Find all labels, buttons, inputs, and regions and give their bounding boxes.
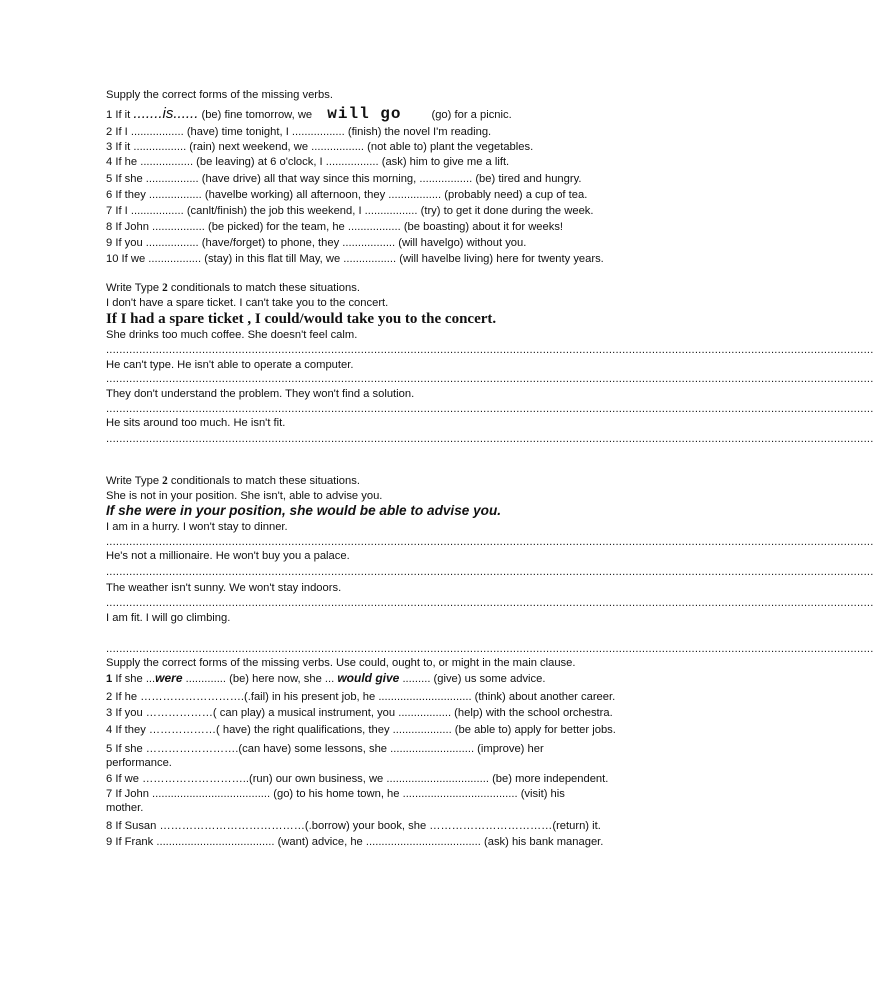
- s3-situation-4: I am fit. I will go climbing.: [106, 612, 231, 624]
- s2-example-answer: If I had a spare ticket , I could/would take you to the concert.: [106, 311, 497, 327]
- heading-pre: Write Type: [106, 475, 163, 487]
- answer-line[interactable]: ........................................................................................................................................................................................................................................: [106, 643, 874, 655]
- section2-heading: [106, 281, 360, 295]
- s2-example-situation: I don't have a spare ticket. I can't take you to the concert.: [106, 297, 389, 309]
- answer-line[interactable]: ........................................................................................................................................................................................................................................: [106, 597, 874, 609]
- s2-situation-3: They don't understand the problem. They won't find a solution.: [106, 388, 415, 400]
- s4-item-7: 7 If John ...................................... (go) to his home town, he ..................................... (visit) his: [106, 788, 565, 800]
- s1-item-5: 5 If she ................. (have drive) all that way since this morning, ................. (be) tired and hungry.: [106, 173, 582, 185]
- s4-item-8: 8 If Susan …………………………………(.borrow) your book, she ……………………………(return) it.: [106, 820, 601, 832]
- heading-post: conditionals to match these situations.: [167, 282, 360, 294]
- heading-num: 2: [162, 282, 168, 294]
- s1-item-3: 3 If it ................. (rain) next weekend, we ................. (not able to) plant the vegetables.: [106, 141, 534, 153]
- heading-num: 2: [162, 475, 168, 487]
- ex-answer-will-go: will go: [327, 105, 402, 123]
- s4-item-5-cont: performance.: [106, 757, 172, 769]
- section1-heading: Supply the correct forms of the missing verbs.: [106, 89, 333, 101]
- s1-item-7: 7 If I ................. (canlt/finish) the job this weekend, I ................. (try) to get it done during the week.: [106, 205, 594, 217]
- s1-item-6: 6 If they ................. (havelbe working) all afternoon, they ................. (probably need) a cup of tea.: [106, 189, 588, 201]
- s3-situation-2: He's not a millionaire. He won't buy you a palace.: [106, 550, 350, 562]
- s3-example-answer: If she were in your position, she would be able to advise you.: [106, 503, 502, 518]
- section1-example: [106, 104, 512, 125]
- s4-item-6: 6 If we ………………………..(run) our own business, we ................................. (be) more independent.: [106, 773, 609, 785]
- s4-item-4: 4 If they ………………( have) the right qualifications, they ................... (be able to) apply for better jobs.: [106, 724, 616, 736]
- s4-item-5: 5 If she …………………….(can have) some lessons, she ........................... (improve) her: [106, 743, 544, 755]
- ex-suffix: ......... (give) us some advice.: [399, 673, 546, 685]
- ex-answer-would-give: would give: [337, 671, 400, 685]
- s2-situation-4: He sits around too much. He isn't fit.: [106, 417, 286, 429]
- s3-situation-1: I am in a hurry. I won't stay to dinner.: [106, 521, 288, 533]
- section4-example: [106, 671, 545, 686]
- ex-mid: (be) fine tomorrow, we: [198, 109, 316, 121]
- ex-answer-is: .......is......: [133, 105, 199, 122]
- s4-item-2: 2 If he ……………………….(.fail) in his present job, he .............................. (think) about another career.: [106, 691, 616, 703]
- section3-heading: [106, 474, 360, 488]
- answer-line[interactable]: ........................................................................................................................................................................................................................................: [106, 433, 874, 445]
- heading-pre: Write Type: [106, 282, 163, 294]
- s4-item-3: 3 If you ………………( can play) a musical instrument, you ................. (help) with the school orchestra.: [106, 707, 613, 719]
- s3-example-situation: She is not in your position. She isn't, able to advise you.: [106, 490, 383, 502]
- answer-line[interactable]: ........................................................................................................................................................................................................................................: [106, 373, 874, 385]
- s1-item-4: 4 If he ................. (be leaving) at 6 o'clock, I ................. (ask) him to give me a lift.: [106, 156, 510, 168]
- s1-item-9: 9 If you ................. (have/forget) to phone, they ................. (will havelgo) without you.: [106, 237, 527, 249]
- ex-answer-were: were: [155, 671, 183, 685]
- s4-item-7-cont: mother.: [106, 802, 144, 814]
- answer-line[interactable]: ........................................................................................................................................................................................................................................: [106, 566, 874, 578]
- s1-item-8: 8 If John ................. (be picked) for the team, he ................. (be boasting) about it for weeks!: [106, 221, 564, 233]
- answer-line[interactable]: ........................................................................................................................................................................................................................................: [106, 344, 874, 356]
- s1-item-10: 10 If we ................. (stay) in this flat till May, we ................. (will havelbe living) here for twenty years.: [106, 253, 604, 265]
- section4-heading: Supply the correct forms of the missing verbs. Use could, ought to, or might in the main clause.: [106, 657, 576, 669]
- answer-line[interactable]: ........................................................................................................................................................................................................................................: [106, 536, 874, 548]
- s3-situation-3: The weather isn't sunny. We won't stay indoors.: [106, 582, 342, 594]
- s2-situation-1: She drinks too much coffee. She doesn't feel calm.: [106, 329, 358, 341]
- ex-prefix: If she ...: [112, 673, 156, 685]
- s1-item-2: 2 If I ................. (have) time tonight, I ................. (finish) the novel I'm reading.: [106, 126, 492, 138]
- ex-mid: ............. (be) here now, she ...: [182, 673, 338, 685]
- answer-line[interactable]: ........................................................................................................................................................................................................................................: [106, 403, 874, 415]
- ex-num: 1: [106, 673, 113, 685]
- s2-situation-2: He can't type. He isn't able to operate a computer.: [106, 359, 354, 371]
- heading-post: conditionals to match these situations.: [167, 475, 360, 487]
- ex-prefix: 1 If it: [106, 109, 134, 121]
- s4-item-9: 9 If Frank ...................................... (want) advice, he ..................................... (ask) his bank manager.: [106, 836, 604, 848]
- ex-suffix: (go) for a picnic.: [431, 109, 512, 121]
